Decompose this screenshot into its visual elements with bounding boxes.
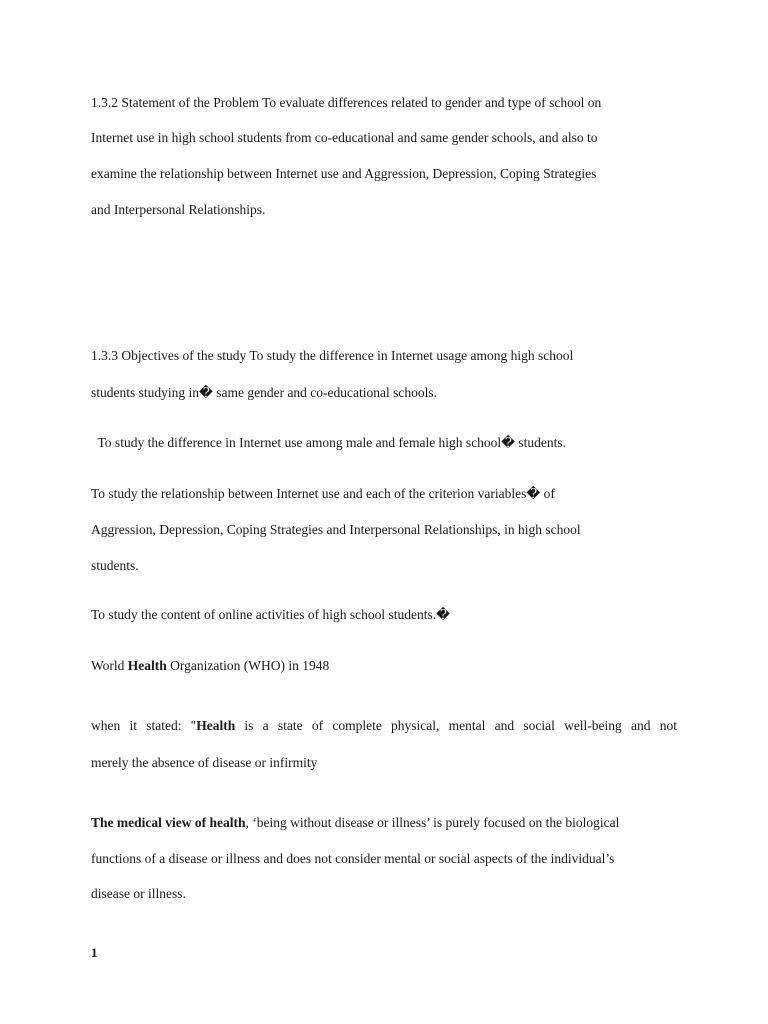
objectives-line-1: 1.3.3 Objectives of the study To study the difference in Internet usage among high school (91, 348, 574, 363)
statement-line-2: Internet use in high school students from co-educational and same gender schools, and also to (91, 130, 598, 145)
statement-line-1: 1.3.2 Statement of the Problem To evaluate differences related to gender and type of school on (91, 95, 602, 110)
objectives-line-3: To study the difference in Internet use among male and female high school� students. (91, 435, 567, 450)
definition-pre: when it stated: " (91, 718, 197, 733)
medical-line-1 (91, 814, 619, 832)
medical-line-2: functions of a disease or illness and does not consider mental or social aspects of the individual’s (91, 851, 615, 866)
who-bold-health: Health (127, 658, 167, 673)
objectives-line-7: To study the content of online activities of high school students.� (91, 607, 450, 622)
objectives-line-6: students. (91, 558, 139, 573)
definition-line-1 (91, 717, 677, 735)
objectives-line-4: To study the relationship between Internet use and each of the criterion variables� of (91, 486, 555, 501)
statement-line-3: examine the relationship between Internet use and Aggression, Depression, Coping Strategies (91, 166, 597, 181)
definition-post: is a state of complete physical, mental and social well-being and not (235, 718, 678, 733)
medical-line-3: disease or illness. (91, 886, 186, 901)
page-number: 1 (91, 945, 98, 960)
definition-line-2: merely the absence of disease or infirmity (91, 755, 318, 770)
objectives-line-2: students studying in� same gender and co-educational schools. (91, 385, 438, 400)
who-post: Organization (WHO) in 1948 (166, 658, 330, 673)
statement-line-4: and Interpersonal Relationships. (91, 202, 266, 217)
who-line (91, 657, 329, 675)
medical-bold: The medical view of health (91, 815, 246, 830)
medical-post: , ‘being without disease or illness’ is purely focused on the biological (245, 815, 620, 830)
objectives-line-5: Aggression, Depression, Coping Strategies and Interpersonal Relationships, in high school (91, 522, 581, 537)
who-pre: World (91, 658, 128, 673)
definition-bold-health: Health (196, 718, 236, 733)
